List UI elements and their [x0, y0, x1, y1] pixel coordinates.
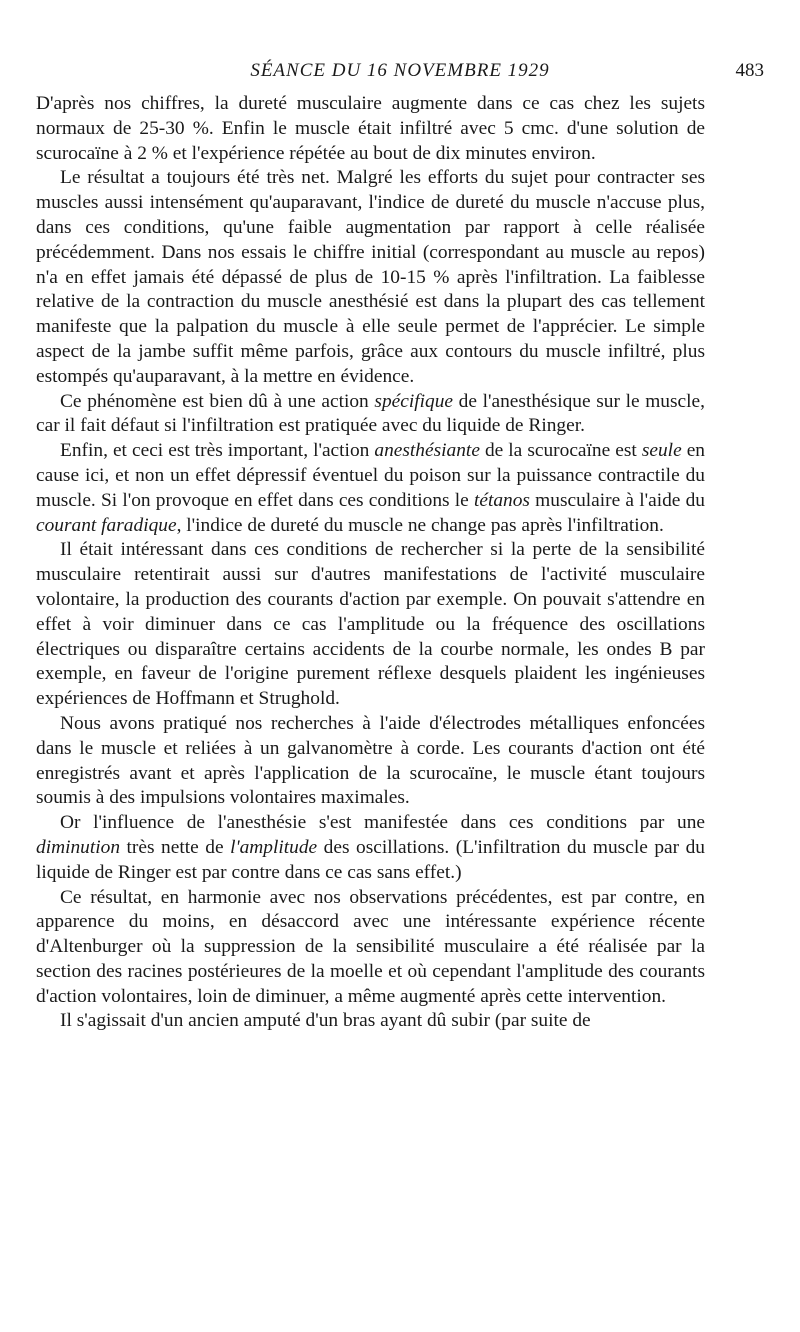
text-run: D'après nos chiffres, la dureté musculaire augmente dans ce cas chez les sujets normaux de 25-30 %. Enfin le muscle était infiltré avec 5 cmc. d'une solution de scurocaïne à 2 % et l'expérience répétée au bout de dix minutes environ.: [36, 93, 705, 164]
text-run: Le résultat a toujours été très net. Malgré les efforts du sujet pour contracter ses muscles aussi intensément qu'auparavant, l'indice de dureté du muscle n'accuse plus, dans ces conditions, qu'une faible augmentation par rapport à celle réalisée précédemment. Dans nos essais le chiffre initial (correspondant au muscle au repos) n'a en effet jamais été dépassé de plus de 10-15 % après l'infiltration. La faiblesse relative de la contraction du muscle anesthésié est dans la plupart des cas tellement manifeste que la palpation du muscle à elle seule permet de l'apprécier. Le simple aspect de la jambe suffit même parfois, grâce aux contours du muscle infiltré, plus estompés qu'auparavant, à la mettre en évidence.: [36, 167, 705, 387]
running-header: [36, 60, 764, 90]
emphasis-text: tétanos: [473, 489, 530, 511]
text-run: Nous avons pratiqué nos recherches à l'aide d'électrodes métalliques enfoncées dans le muscle et reliées à un galvanomètre à corde. Les courants d'action ont été enregistrés avant et après l'application de la scurocaïne, le muscle étant toujours soumis à des impulsions volontaires maximales.: [36, 712, 705, 809]
text-run: de l'anesthésique sur le muscle, car il fait défaut si l'infiltration est pratiquée avec du liquide de Ringer.: [36, 390, 705, 437]
text-run: Ce phénomène est bien dû à une action: [60, 390, 375, 412]
text-run: Or l'influence de l'anesthésie s'est manifestée dans ces conditions par une: [60, 812, 705, 834]
body-text: [36, 92, 705, 1034]
text-run: Il était intéressant dans ces conditions de rechercher si la perte de la sensibilité musculaire retentirait aussi sur d'autres manifestations de l'activité musculaire volontaire, la production des courants d'action par exemple. On pouvait s'attendre en effet à voir diminuer dans ce cas l'amplitude ou la fréquence des oscillations électriques ou disparaître certains accidents de la courbe normale, les ondes B par exemple, en faveur de l'origine purement réflexe desquels plaident les ingénieuses expériences de Hoffmann et Strughold.: [36, 539, 705, 710]
text-run: en cause ici, et non un effet dépressif éventuel du poison sur la puissance contractile du muscle. Si l'on provoque en effet dans ces conditions le: [36, 440, 706, 511]
emphasis-text: seule: [641, 440, 682, 462]
paragraph: [36, 92, 705, 166]
paragraph: [36, 166, 705, 389]
text-run: très nette de: [120, 836, 231, 858]
paragraph: [36, 811, 705, 885]
emphasis-text: spécifique: [374, 390, 454, 412]
paragraph: [36, 712, 705, 811]
paragraph: [36, 390, 705, 440]
text-run: de la scurocaïne est: [479, 440, 642, 462]
paragraph: [36, 886, 705, 1010]
text-run: , l'indice de dureté du muscle ne change pas après l'infiltration.: [176, 514, 664, 536]
text-run: Il s'agissait d'un ancien amputé d'un bras ayant dû subir (par suite de: [60, 1010, 591, 1032]
text-run: musculaire à l'aide du: [529, 489, 705, 511]
emphasis-text: courant faradique: [36, 514, 177, 536]
page-number: 483: [735, 60, 764, 81]
text-run: des oscillations. (L'infiltration du muscle par du liquide de Ringer est par contre dans ce cas sans effet.): [36, 836, 705, 883]
emphasis-text: anesthésiante: [374, 440, 480, 462]
text-run: Ce résultat, en harmonie avec nos observations précédentes, est par contre, en apparence du moins, en désaccord avec une intéressante expérience récente d'Altenburger où la suppression de la sensibilité musculaire a été réalisée par la section des racines postérieures de la moelle et où cependant l'amplitude des courants d'action volontaires, loin de diminuer, a même augmenté après cette intervention.: [36, 886, 705, 1007]
paragraph: [36, 538, 705, 712]
emphasis-text: l'amplitude: [230, 836, 318, 858]
emphasis-text: diminution: [36, 836, 121, 858]
header-title: SÉANCE DU 16 NOVEMBRE 1929: [250, 60, 550, 81]
paragraph: [36, 1009, 705, 1034]
text-run: Enfin, et ceci est très important, l'action: [60, 440, 375, 462]
paragraph: [36, 439, 705, 538]
